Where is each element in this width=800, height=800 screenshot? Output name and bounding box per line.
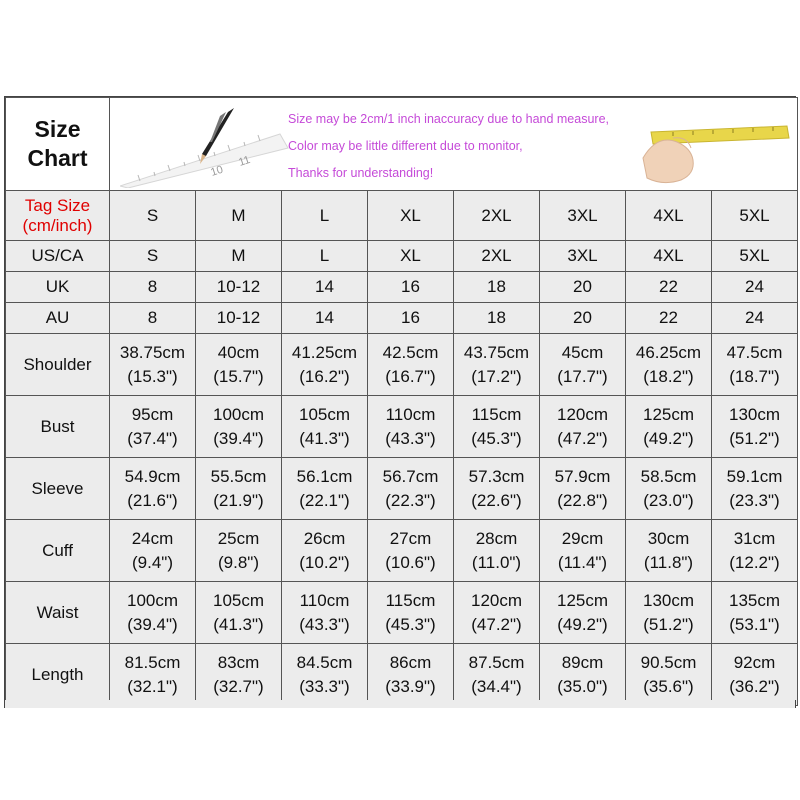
tag-size-row (6, 191, 798, 241)
cm-value: 59.1cm (726, 466, 783, 486)
size-cell: 16 (368, 303, 454, 334)
tag-size-cell: 4XL (626, 191, 712, 241)
measurement-cell (368, 644, 454, 706)
inch-value: (45.3") (385, 614, 436, 634)
cm-value: 42.5cm (382, 342, 439, 362)
measurement-cell (454, 520, 540, 582)
size-cell: S (110, 241, 196, 272)
size-cell: 16 (368, 272, 454, 303)
size-cell: 14 (282, 272, 368, 303)
inch-value: (49.2") (557, 614, 608, 634)
size-cell: XL (368, 241, 454, 272)
inch-value: (36.2") (729, 676, 780, 696)
size-conversion-row (6, 241, 798, 272)
measurement-cell (196, 458, 282, 520)
cm-value: 110cm (385, 404, 436, 424)
cm-value: 120cm (556, 404, 609, 424)
cm-value: 105cm (298, 404, 351, 424)
measurement-cell (712, 520, 798, 582)
inch-value: (32.1") (127, 676, 178, 696)
size-cell: 14 (282, 303, 368, 334)
inch-value: (39.4") (213, 428, 264, 448)
inch-value: (22.8") (557, 490, 608, 510)
size-cell: 4XL (626, 241, 712, 272)
inch-value: (33.9") (385, 676, 436, 696)
inch-value: (11.4") (557, 552, 608, 572)
cm-value: 41.25cm (291, 342, 358, 362)
measurement-cell (626, 458, 712, 520)
measurement-cell (282, 334, 368, 396)
measurement-cell (196, 520, 282, 582)
size-cell: 10-12 (196, 272, 282, 303)
measurement-cell (712, 396, 798, 458)
cm-value: 95cm (131, 404, 174, 424)
note-line-3: Thanks for understanding! (288, 166, 434, 180)
cm-value: 83cm (217, 652, 260, 672)
size-cell: 3XL (540, 241, 626, 272)
row-label: Waist (6, 582, 110, 644)
inch-value: (43.3") (299, 614, 350, 634)
cm-value: 38.75cm (119, 342, 186, 362)
inch-value: (12.2") (729, 552, 780, 572)
ruler-number-10: 10 (209, 163, 225, 179)
cm-value: 27cm (389, 528, 432, 548)
inch-value: (10.6") (385, 552, 436, 572)
inch-value: (23.3") (729, 490, 780, 510)
measurement-cell (282, 520, 368, 582)
inch-value: (16.2") (299, 366, 350, 386)
measurement-cell (712, 582, 798, 644)
measurement-row (6, 644, 798, 706)
measurement-cell (540, 458, 626, 520)
measurement-cell (540, 396, 626, 458)
measurement-cell (626, 520, 712, 582)
inch-value: (49.2") (643, 428, 694, 448)
pencil-ruler-illustration (120, 106, 290, 188)
cm-value: 56.7cm (382, 466, 439, 486)
cm-value: 87.5cm (468, 652, 525, 672)
inch-value: (53.1") (729, 614, 780, 634)
measurement-cell (540, 582, 626, 644)
measurement-cell (540, 334, 626, 396)
measurement-cell (368, 458, 454, 520)
cm-value: 135cm (728, 590, 781, 610)
measurement-cell (110, 334, 196, 396)
inch-value: (41.3") (213, 614, 264, 634)
inch-value: (39.4") (127, 614, 178, 634)
title-line-2: Chart (27, 145, 88, 171)
measurement-cell (626, 644, 712, 706)
row-label: Length (6, 644, 110, 706)
inch-value: (18.7") (729, 366, 780, 386)
cm-value: 125cm (556, 590, 609, 610)
inch-value: (45.3") (471, 428, 522, 448)
measurement-cell (368, 334, 454, 396)
measurement-cell (454, 644, 540, 706)
cm-value: 25cm (217, 528, 260, 548)
tag-size-cell: S (110, 191, 196, 241)
size-chart (4, 96, 796, 700)
size-cell: 8 (110, 303, 196, 334)
size-cell: 20 (540, 303, 626, 334)
inch-value: (22.6") (471, 490, 522, 510)
cm-value: 120cm (470, 590, 523, 610)
inch-value: (17.7") (557, 366, 608, 386)
row-label: UK (6, 272, 110, 303)
tag-size-label-line-2: (cm/inch) (22, 215, 93, 235)
cm-value: 29cm (561, 528, 604, 548)
size-conversion-row (6, 272, 798, 303)
cm-value: 86cm (389, 652, 432, 672)
size-cell: 18 (454, 303, 540, 334)
measurement-row (6, 582, 798, 644)
size-cell: L (282, 241, 368, 272)
measurement-cell (282, 582, 368, 644)
measurement-cell (196, 582, 282, 644)
inch-value: (47.2") (471, 614, 522, 634)
measurement-cell (110, 644, 196, 706)
measurement-cell (540, 520, 626, 582)
measuring-tape-hand-illustration (633, 108, 793, 188)
tag-size-cell: 3XL (540, 191, 626, 241)
measurement-cell (196, 644, 282, 706)
cm-value: 100cm (212, 404, 265, 424)
row-label: AU (6, 303, 110, 334)
note-line-2: Color may be little different due to monitor, (288, 139, 523, 153)
cm-value: 125cm (642, 404, 695, 424)
measurement-cell (368, 582, 454, 644)
inch-value: (32.7") (213, 676, 264, 696)
size-chart-title (6, 98, 110, 191)
measurement-cell (110, 520, 196, 582)
tag-size-cell: 5XL (712, 191, 798, 241)
measurement-row (6, 458, 798, 520)
inch-value: (15.3") (127, 366, 178, 386)
measurement-cell (454, 458, 540, 520)
cm-value: 90.5cm (640, 652, 697, 672)
cm-value: 81.5cm (124, 652, 181, 672)
inch-value: (43.3") (385, 428, 436, 448)
inch-value: (11.0") (471, 552, 522, 572)
measurement-row (6, 396, 798, 458)
cm-value: 56.1cm (296, 466, 353, 486)
cm-value: 47.5cm (726, 342, 783, 362)
row-label: Shoulder (6, 334, 110, 396)
inch-value: (51.2") (643, 614, 694, 634)
cm-value: 89cm (561, 652, 604, 672)
cm-value: 31cm (733, 528, 776, 548)
measurement-cell (454, 334, 540, 396)
inch-value: (10.2") (299, 552, 350, 572)
measurement-cell (196, 334, 282, 396)
measurement-row (6, 334, 798, 396)
measurement-cell (626, 396, 712, 458)
measurement-cell (712, 644, 798, 706)
cm-value: 84.5cm (296, 652, 353, 672)
tag-size-cell: M (196, 191, 282, 241)
title-line-1: Size (34, 116, 81, 142)
measurement-cell (712, 334, 798, 396)
size-cell: 22 (626, 272, 712, 303)
size-cell: 10-12 (196, 303, 282, 334)
inch-value: (34.4") (471, 676, 522, 696)
inch-value: (22.1") (299, 490, 350, 510)
ruler-number-11: 11 (237, 153, 252, 169)
measurement-cell (110, 458, 196, 520)
cm-value: 110cm (299, 590, 350, 610)
inch-value: (35.6") (643, 676, 694, 696)
measurement-cell (368, 396, 454, 458)
inch-value: (11.8") (643, 552, 694, 572)
cm-value: 40cm (217, 342, 260, 362)
inch-value: (23.0") (643, 490, 694, 510)
cm-value: 130cm (728, 404, 781, 424)
cm-value: 30cm (647, 528, 690, 548)
cm-value: 100cm (126, 590, 179, 610)
cm-value: 24cm (131, 528, 174, 548)
cm-value: 55.5cm (210, 466, 267, 486)
inch-value: (17.2") (471, 366, 522, 386)
tag-size-label-line-1: Tag Size (24, 195, 91, 215)
size-cell: 18 (454, 272, 540, 303)
row-label: Cuff (6, 520, 110, 582)
table-bottom-strip (4, 700, 796, 708)
cm-value: 115cm (471, 404, 522, 424)
inch-value: (16.7") (385, 366, 436, 386)
row-label: Bust (6, 396, 110, 458)
cm-value: 54.9cm (124, 466, 181, 486)
header-row (6, 98, 798, 191)
cm-value: 43.75cm (463, 342, 530, 362)
measurement-row (6, 520, 798, 582)
measurement-cell (196, 396, 282, 458)
measurement-cell (110, 582, 196, 644)
measurement-cell (282, 644, 368, 706)
cm-value: 130cm (642, 590, 695, 610)
cm-value: 57.3cm (468, 466, 525, 486)
banner (110, 98, 797, 190)
cm-value: 115cm (385, 590, 436, 610)
inch-value: (37.4") (127, 428, 178, 448)
cm-value: 46.25cm (635, 342, 702, 362)
inch-value: (21.9") (213, 490, 264, 510)
size-cell: 24 (712, 303, 798, 334)
inch-value: (9.8") (218, 552, 259, 572)
cm-value: 57.9cm (554, 466, 611, 486)
size-table (5, 97, 798, 706)
banner-cell (110, 98, 798, 191)
size-cell: 24 (712, 272, 798, 303)
size-cell: 8 (110, 272, 196, 303)
size-cell: 2XL (454, 241, 540, 272)
size-cell: 5XL (712, 241, 798, 272)
inch-value: (35.0") (557, 676, 608, 696)
inch-value: (41.3") (299, 428, 350, 448)
row-label: US/CA (6, 241, 110, 272)
measurement-cell (540, 644, 626, 706)
note-line-1: Size may be 2cm/1 inch inaccuracy due to hand measure, (288, 112, 610, 126)
tag-size-cell: XL (368, 191, 454, 241)
size-cell: 22 (626, 303, 712, 334)
row-label: Sleeve (6, 458, 110, 520)
inch-value: (21.6") (127, 490, 178, 510)
measurement-cell (282, 396, 368, 458)
cm-value: 105cm (212, 590, 265, 610)
inch-value: (9.4") (132, 552, 173, 572)
measurement-cell (368, 520, 454, 582)
cm-value: 28cm (475, 528, 518, 548)
size-cell: 20 (540, 272, 626, 303)
size-conversion-row (6, 303, 798, 334)
cm-value: 26cm (303, 528, 346, 548)
tag-size-cell: L (282, 191, 368, 241)
tag-size-cell: 2XL (454, 191, 540, 241)
measurement-cell (626, 334, 712, 396)
cm-value: 45cm (561, 342, 604, 362)
inch-value: (33.3") (299, 676, 350, 696)
measurement-cell (626, 582, 712, 644)
inch-value: (22.3") (385, 490, 436, 510)
measurement-cell (110, 396, 196, 458)
inch-value: (15.7") (213, 366, 264, 386)
measurement-cell (454, 396, 540, 458)
measurement-cell (454, 582, 540, 644)
inch-value: (47.2") (557, 428, 608, 448)
inch-value: (51.2") (729, 428, 780, 448)
inch-value: (18.2") (643, 366, 694, 386)
tag-size-label (6, 191, 110, 241)
measurement-cell (282, 458, 368, 520)
size-cell: M (196, 241, 282, 272)
cm-value: 58.5cm (640, 466, 697, 486)
cm-value: 92cm (733, 652, 776, 672)
measurement-cell (712, 458, 798, 520)
